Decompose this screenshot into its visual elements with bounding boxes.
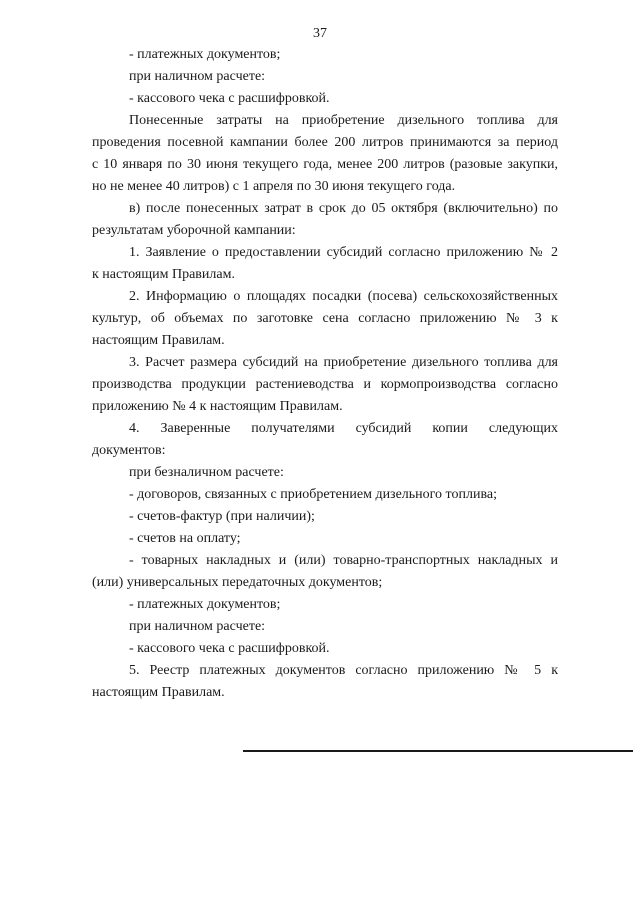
text-line: в) после понесенных затрат в срок до 05 октября (включительно) по bbox=[129, 201, 558, 216]
text-line: производства продукции растениеводства и кормопроизводства согласно bbox=[92, 377, 558, 392]
text-line: 4. Заверенные получателями субсидий копии следующих bbox=[129, 421, 558, 436]
text-line: - договоров, связанных с приобретением дизельного топлива; bbox=[129, 487, 497, 502]
text-line: - кассового чека с расшифровкой. bbox=[129, 91, 330, 106]
text-line: Понесенные затраты на приобретение дизельного топлива для bbox=[129, 113, 558, 128]
text-line: 1. Заявление о предоставлении субсидий согласно приложению № 2 bbox=[129, 245, 558, 260]
text-line: с 10 января по 30 июня текущего года, менее 200 литров (разовые закупки, bbox=[92, 157, 558, 172]
text-line: - платежных документов; bbox=[129, 47, 281, 62]
bottom-rule bbox=[243, 750, 633, 752]
text-line: документов: bbox=[92, 443, 166, 458]
text-line: 2. Информацию о площадях посадки (посева) сельскохозяйственных bbox=[129, 289, 558, 304]
text-line: настоящим Правилам. bbox=[92, 685, 225, 700]
text-line: проведения посевной кампании более 200 литров принимаются за период bbox=[92, 135, 558, 150]
text-line: 3. Расчет размера субсидий на приобретение дизельного топлива для bbox=[129, 355, 558, 370]
text-line: результатам уборочной кампании: bbox=[92, 223, 296, 238]
text-line: при наличном расчете: bbox=[129, 69, 266, 84]
text-line: при наличном расчете: bbox=[129, 619, 266, 634]
text-line: - кассового чека с расшифровкой. bbox=[129, 641, 330, 656]
text-line: культур, об объемах по заготовке сена согласно приложению № 3 к bbox=[92, 311, 558, 326]
text-line: (или) универсальных передаточных документов; bbox=[92, 575, 383, 590]
text-line: - счетов на оплату; bbox=[129, 531, 241, 546]
text-line: - товарных накладных и (или) товарно-транспортных накладных и bbox=[129, 553, 558, 568]
document-body bbox=[92, 44, 558, 704]
text-line: - счетов-фактур (при наличии); bbox=[129, 509, 315, 524]
page-number: 37 bbox=[313, 26, 327, 41]
text-line: настоящим Правилам. bbox=[92, 333, 225, 348]
text-line: но не менее 40 литров) с 1 апреля по 30 июня текущего года. bbox=[92, 179, 456, 194]
text-line: приложению № 4 к настоящим Правилам. bbox=[92, 399, 343, 414]
text-line: - платежных документов; bbox=[129, 597, 281, 612]
text-line: при безналичном расчете: bbox=[129, 465, 284, 480]
text-line: к настоящим Правилам. bbox=[92, 267, 235, 282]
text-line: 5. Реестр платежных документов согласно приложению № 5 к bbox=[129, 663, 558, 678]
